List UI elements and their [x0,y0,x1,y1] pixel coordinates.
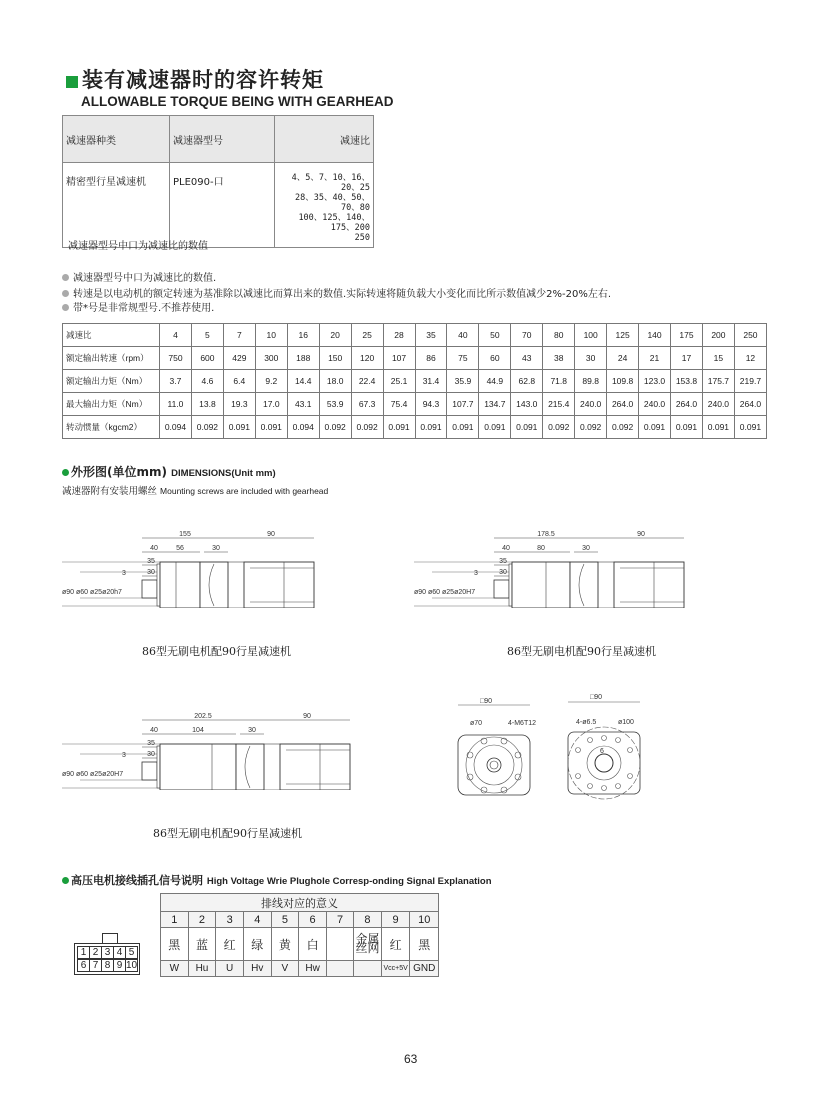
table-cell: 13.8 [191,393,223,416]
note-item [62,285,611,300]
table-row [63,416,767,439]
body-length-label: 104 [192,727,204,734]
table-cell: 0.092 [543,416,575,439]
signal-cell: 白 [299,928,327,961]
table-cell: 75 [447,347,479,370]
heading-cn: 高压电机接线插孔信号说明 [71,874,203,887]
table-cell: 4.6 [191,370,223,393]
bullet-icon [62,877,69,884]
table-cell: 67.3 [351,393,383,416]
table-cell: 240.0 [639,393,671,416]
header-ratio: 减速比 [275,116,374,163]
length-total-label: 202.5 [194,713,212,720]
table-cell: 240.0 [575,393,607,416]
table-cell: 0.092 [319,416,351,439]
signal-cell: 10 [410,912,439,928]
flange-back-view [560,690,660,805]
table-cell: 0.091 [639,416,671,439]
table-cell: 38 [543,347,575,370]
note-item [62,269,216,284]
header-model: 减速器型号 [170,116,275,163]
signal-cell: GND [410,961,439,977]
table-cell: 16 [287,324,319,347]
signal-cell: 3 [216,912,244,928]
sub-cn: 减速器附有安装用螺丝 [62,486,158,497]
gearhead-note: 减速器型号中口为减速比的数值 [68,241,208,252]
dimensions-subheading [62,483,328,497]
note-text: 减速器型号中口为减速比的数值. [73,273,217,284]
table-cell: 17 [671,347,703,370]
table-cell: 134.7 [479,393,511,416]
note-text: 转速是以电动机的额定转速为基准除以减速比而算出来的数值.实际转速将随负载大小变化而比所示数值减少2%-20%左右. [73,289,612,300]
dim-3-label: 3 [474,570,478,577]
dim-30b-label: 30 [499,569,507,576]
table-cell: 60 [479,347,511,370]
motor-length-label: 90 [303,713,311,720]
dim-30b-label: 30 [147,751,155,758]
note-text: 带*号是非常规型号.不推荐使用. [73,303,215,314]
heading-cn: 外形图(单位mm) [71,465,167,479]
header-type: 减速器种类 [63,116,170,163]
connector-diagram [74,933,140,975]
table-cell: 150 [319,347,351,370]
connector-pin: 6 [77,959,90,972]
signal-cell: 蓝 [188,928,216,961]
bullet-icon [62,469,69,476]
length-total-label: 178.5 [537,531,555,538]
signal-cell: 金属丝网 [354,928,382,961]
dimensions-heading [62,463,276,480]
page-subtitle: ALLOWABLE TORQUE BEING WITH GEARHEAD [81,94,394,109]
table-cell: 62.8 [511,370,543,393]
table-cell: 0.092 [575,416,607,439]
signal-cell: 绿 [243,928,271,961]
table-row [63,393,767,416]
table-cell: 43.1 [287,393,319,416]
table-cell: 300 [255,347,287,370]
signal-cell: 黑 [161,928,189,961]
diameter-labels: ø90 ø60 ø25ø20H7 [414,589,476,596]
dim-40-label: 40 [150,545,158,552]
heading-en: High Voltage Wrie Plughole Corresp-onding Signal Explanation [206,876,492,887]
table-cell: 264.0 [607,393,639,416]
table-cell: 30 [575,347,607,370]
dim-35-label: 35 [147,740,155,747]
signal-cell: 8 [354,912,382,928]
table-cell: 140 [639,324,671,347]
signal-cell: V [271,961,299,977]
table-cell: 429 [223,347,255,370]
ratio-line: 250 [354,233,370,243]
signal-row-colors [161,928,439,961]
table-cell: 24 [607,347,639,370]
table-cell: 264.0 [671,393,703,416]
table-cell: 9.2 [255,370,287,393]
row-label: 转动惯量（kgcm2） [63,416,160,439]
signal-heading [62,872,492,888]
table-cell: 44.9 [479,370,511,393]
table-cell: 0.091 [702,416,734,439]
dim-35-label: 35 [499,558,507,565]
dim-3-label: 3 [122,570,126,577]
bullet-icon [62,304,69,311]
table-cell: 120 [351,347,383,370]
row-label: 额定输出力矩（Nm） [63,370,160,393]
diameter-labels: ø90 ø60 ø25ø20H7 [62,771,124,778]
table-cell: 22.4 [351,370,383,393]
signal-cell: 9 [381,912,410,928]
table-cell: 750 [160,347,192,370]
side-drawing-2 [414,528,689,612]
gearhead-table [62,115,374,248]
ratio-line: 100、125、140、175、200 [298,213,370,233]
motor-length-label: 90 [637,531,645,538]
table-cell: 0.094 [160,416,192,439]
table-cell: 75.4 [383,393,415,416]
table-row [63,324,767,347]
table-cell: 25 [351,324,383,347]
signal-cell: 2 [188,912,216,928]
signal-cell: 黑 [410,928,439,961]
table-cell: 35 [415,324,447,347]
gearhead-side-svg [414,528,689,608]
table-cell: 80 [543,324,575,347]
table-cell: 0.091 [447,416,479,439]
signal-row-signals [161,961,439,977]
signal-cell: Hw [299,961,327,977]
flange-holes-label: 4-ø6.5 [576,719,597,726]
signal-cell: 红 [381,928,410,961]
heading-en: DIMENSIONS(Unit mm) [171,468,276,479]
bullet-icon [62,274,69,281]
table-cell: 28 [383,324,415,347]
gearhead-type: 精密型行星减速机 [63,163,170,248]
table-cell: 153.8 [671,370,703,393]
table-cell: 0.092 [351,416,383,439]
connector-pin: 9 [113,959,126,972]
table-row [63,347,767,370]
table-cell: 0.091 [671,416,703,439]
ratio-line: 28、35、40、50、70、80 [295,193,370,213]
signal-cell: 5 [271,912,299,928]
bullet-icon [62,290,69,297]
page-title: 装有减速器时的容许转矩 [82,68,324,92]
signal-cell: U [216,961,244,977]
connector-pin: 4 [113,946,126,959]
gearhead-ratios [275,163,374,248]
table-cell: 19.3 [223,393,255,416]
table-cell: 7 [223,324,255,347]
table-cell: 107 [383,347,415,370]
connector-pin: 8 [101,959,114,972]
table-cell: 53.9 [319,393,351,416]
table-cell: 18.0 [319,370,351,393]
table-cell: 14.4 [287,370,319,393]
connector-pin: 1 [77,946,90,959]
table-cell: 0.091 [415,416,447,439]
dim-40-label: 40 [502,545,510,552]
table-cell: 264.0 [734,393,766,416]
table-cell: 71.8 [543,370,575,393]
table-cell: 175 [671,324,703,347]
gearhead-side-svg [62,528,319,608]
table-cell: 125 [607,324,639,347]
sub-en: Mounting screws are included with gearhead [160,486,329,496]
connector-pin: 10 [126,960,138,971]
table-cell: 21 [639,347,671,370]
gearhead-model: PLE090-口 [170,163,275,248]
signal-cell: Hv [243,961,271,977]
dim-40-label: 40 [150,727,158,734]
dim-30-label: 30 [582,545,590,552]
table-row [63,370,767,393]
drawing-caption: 86型无刷电机配90行星减速机 [507,645,656,658]
table-cell: 600 [191,347,223,370]
table-cell: 0.091 [511,416,543,439]
table-cell: 6.4 [223,370,255,393]
ratio-line: 4、5、7、10、16、20、25 [291,173,370,193]
signal-cell [327,928,354,961]
signal-cell [327,961,354,977]
flange-square-label: □90 [590,694,603,701]
page-number: 63 [404,1052,418,1066]
table-cell: 188 [287,347,319,370]
connector-row [77,959,137,972]
table-cell: 17.0 [255,393,287,416]
motor-length-label: 90 [267,531,275,538]
table-cell: 0.091 [255,416,287,439]
signal-table [160,893,439,977]
spec-table [62,323,767,439]
signal-cell: 1 [161,912,189,928]
connector-pin: 5 [125,946,138,959]
table-cell: 109.8 [607,370,639,393]
drawing-caption: 86型无刷电机配90行星减速机 [153,827,302,840]
side-drawing-1 [62,528,319,612]
table-cell: 0.091 [734,416,766,439]
table-cell: 10 [255,324,287,347]
table-cell: 219.7 [734,370,766,393]
flange-front-view [450,695,550,800]
table-cell: 175.7 [702,370,734,393]
signal-cell: 6 [299,912,327,928]
table-cell: 250 [734,324,766,347]
table-cell: 50 [479,324,511,347]
table-cell: 12 [734,347,766,370]
body-length-label: 80 [537,545,545,552]
signal-cell: W [161,961,189,977]
table-cell: 94.3 [415,393,447,416]
table-cell: 100 [575,324,607,347]
length-total-label: 155 [179,531,191,538]
signal-cell: 黄 [271,928,299,961]
signal-cell: Hu [188,961,216,977]
table-cell: 240.0 [702,393,734,416]
table-cell: 86 [415,347,447,370]
signal-cell: 红 [216,928,244,961]
row-label: 额定输出转速（rpm） [63,347,160,370]
flange-pcd-label: ø100 [618,719,634,726]
table-cell: 0.094 [287,416,319,439]
diameter-labels: ø90 ø60 ø25ø20h7 [62,589,122,596]
flange-pcd-label: ø70 [470,720,483,727]
table-cell: 143.0 [511,393,543,416]
table-cell: 70 [511,324,543,347]
connector-latch [102,933,118,943]
table-cell: 0.092 [607,416,639,439]
connector-pin: 3 [101,946,114,959]
table-cell: 4 [160,324,192,347]
signal-cell [354,961,382,977]
table-cell: 0.092 [191,416,223,439]
table-cell: 0.091 [479,416,511,439]
table-cell: 25.1 [383,370,415,393]
signal-cell: 4 [243,912,271,928]
signal-cell: 7 [327,912,354,928]
dim-35-label: 35 [147,558,155,565]
dim-30-label: 30 [248,727,256,734]
table-cell: 15 [702,347,734,370]
connector-pin: 7 [89,959,102,972]
table-cell: 40 [447,324,479,347]
connector-pin: 2 [89,946,102,959]
signal-cell: Vcc+5V [381,961,410,977]
table-cell: 123.0 [639,370,671,393]
table-cell: 5 [191,324,223,347]
table-cell: 11.0 [160,393,192,416]
table-cell: 107.7 [447,393,479,416]
row-label: 最大输出力矩（Nm） [63,393,160,416]
signal-row-pins [161,912,439,928]
table-cell: 0.091 [383,416,415,439]
table-cell: 215.4 [543,393,575,416]
drawing-caption: 86型无刷电机配90行星减速机 [142,645,291,658]
note-item [62,299,214,314]
body-length-label: 56 [176,545,184,552]
table-cell: 31.4 [415,370,447,393]
flange-square-label: □90 [480,698,493,705]
table-cell: 20 [319,324,351,347]
table-cell: 200 [702,324,734,347]
table-cell: 3.7 [160,370,192,393]
section-marker-icon [66,76,78,88]
flange-holes-label: 4-M6T12 [508,720,537,727]
table-cell: 89.8 [575,370,607,393]
dim-30b-label: 30 [147,569,155,576]
table-cell: 0.091 [223,416,255,439]
dim-30-label: 30 [212,545,220,552]
row-label: 减速比 [63,324,160,347]
key-width-label: 6 [600,748,604,755]
dim-3-label: 3 [122,752,126,759]
gearhead-side-svg [62,710,355,790]
connector-row [77,946,137,959]
table-cell: 35.9 [447,370,479,393]
table-cell: 43 [511,347,543,370]
side-drawing-3 [62,710,355,794]
signal-table-title: 排线对应的意义 [161,894,439,912]
